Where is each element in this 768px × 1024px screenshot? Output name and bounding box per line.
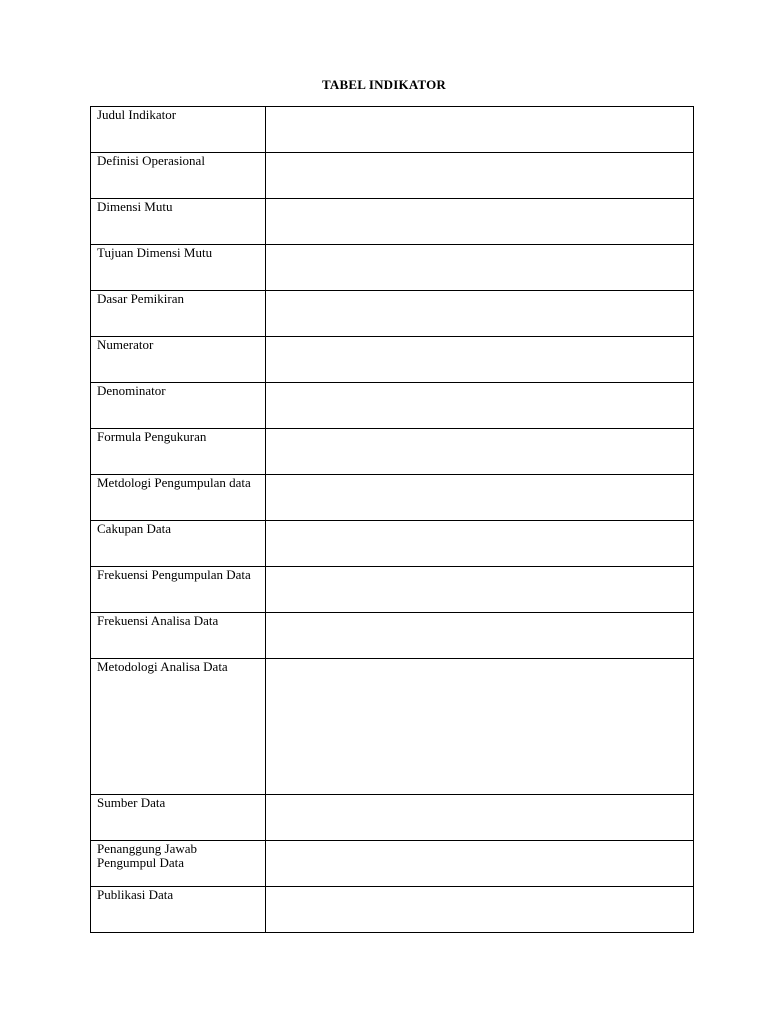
table-row xyxy=(91,613,694,659)
row-label: Dasar Pemikiran xyxy=(91,291,266,337)
table-row xyxy=(91,245,694,291)
row-label: Publikasi Data xyxy=(91,887,266,933)
row-value-cell[interactable] xyxy=(266,613,694,659)
table-row xyxy=(91,567,694,613)
row-label: Numerator xyxy=(91,337,266,383)
table-row xyxy=(91,795,694,841)
row-value-cell[interactable] xyxy=(266,567,694,613)
row-label: Denominator xyxy=(91,383,266,429)
page-title: TABEL INDIKATOR xyxy=(321,77,446,92)
row-label: Tujuan Dimensi Mutu xyxy=(91,245,266,291)
table-row xyxy=(91,337,694,383)
row-value-cell[interactable] xyxy=(266,107,694,153)
row-label: Frekuensi Pengumpulan Data xyxy=(91,567,266,613)
table-row xyxy=(91,475,694,521)
table-row xyxy=(91,199,694,245)
row-label: Formula Pengukuran xyxy=(91,429,266,475)
row-value-cell[interactable] xyxy=(266,337,694,383)
row-value-cell[interactable] xyxy=(266,521,694,567)
row-value-cell[interactable] xyxy=(266,291,694,337)
row-label: Dimensi Mutu xyxy=(91,199,266,245)
row-value-cell[interactable] xyxy=(266,659,694,795)
row-value-cell[interactable] xyxy=(266,199,694,245)
row-value-cell[interactable] xyxy=(266,795,694,841)
row-label: Metdologi Pengumpulan data xyxy=(91,475,266,521)
table-row xyxy=(91,291,694,337)
row-value-cell[interactable] xyxy=(266,245,694,291)
table-row xyxy=(91,383,694,429)
indicator-table xyxy=(90,106,694,933)
row-value-cell[interactable] xyxy=(266,383,694,429)
table-row xyxy=(91,841,694,887)
row-value-cell[interactable] xyxy=(266,887,694,933)
row-label: Metodologi Analisa Data xyxy=(91,659,266,795)
row-label: Penanggung Jawab Pengumpul Data xyxy=(91,841,266,887)
row-label: Definisi Operasional xyxy=(91,153,266,199)
table-row xyxy=(91,429,694,475)
table-row xyxy=(91,659,694,795)
table-row xyxy=(91,887,694,933)
row-value-cell[interactable] xyxy=(266,429,694,475)
row-label: Frekuensi Analisa Data xyxy=(91,613,266,659)
row-value-cell[interactable] xyxy=(266,475,694,521)
row-label: Judul Indikator xyxy=(91,107,266,153)
table-row xyxy=(91,107,694,153)
table-row xyxy=(91,153,694,199)
row-value-cell[interactable] xyxy=(266,153,694,199)
table-row xyxy=(91,521,694,567)
row-value-cell[interactable] xyxy=(266,841,694,887)
row-label: Cakupan Data xyxy=(91,521,266,567)
row-label: Sumber Data xyxy=(91,795,266,841)
